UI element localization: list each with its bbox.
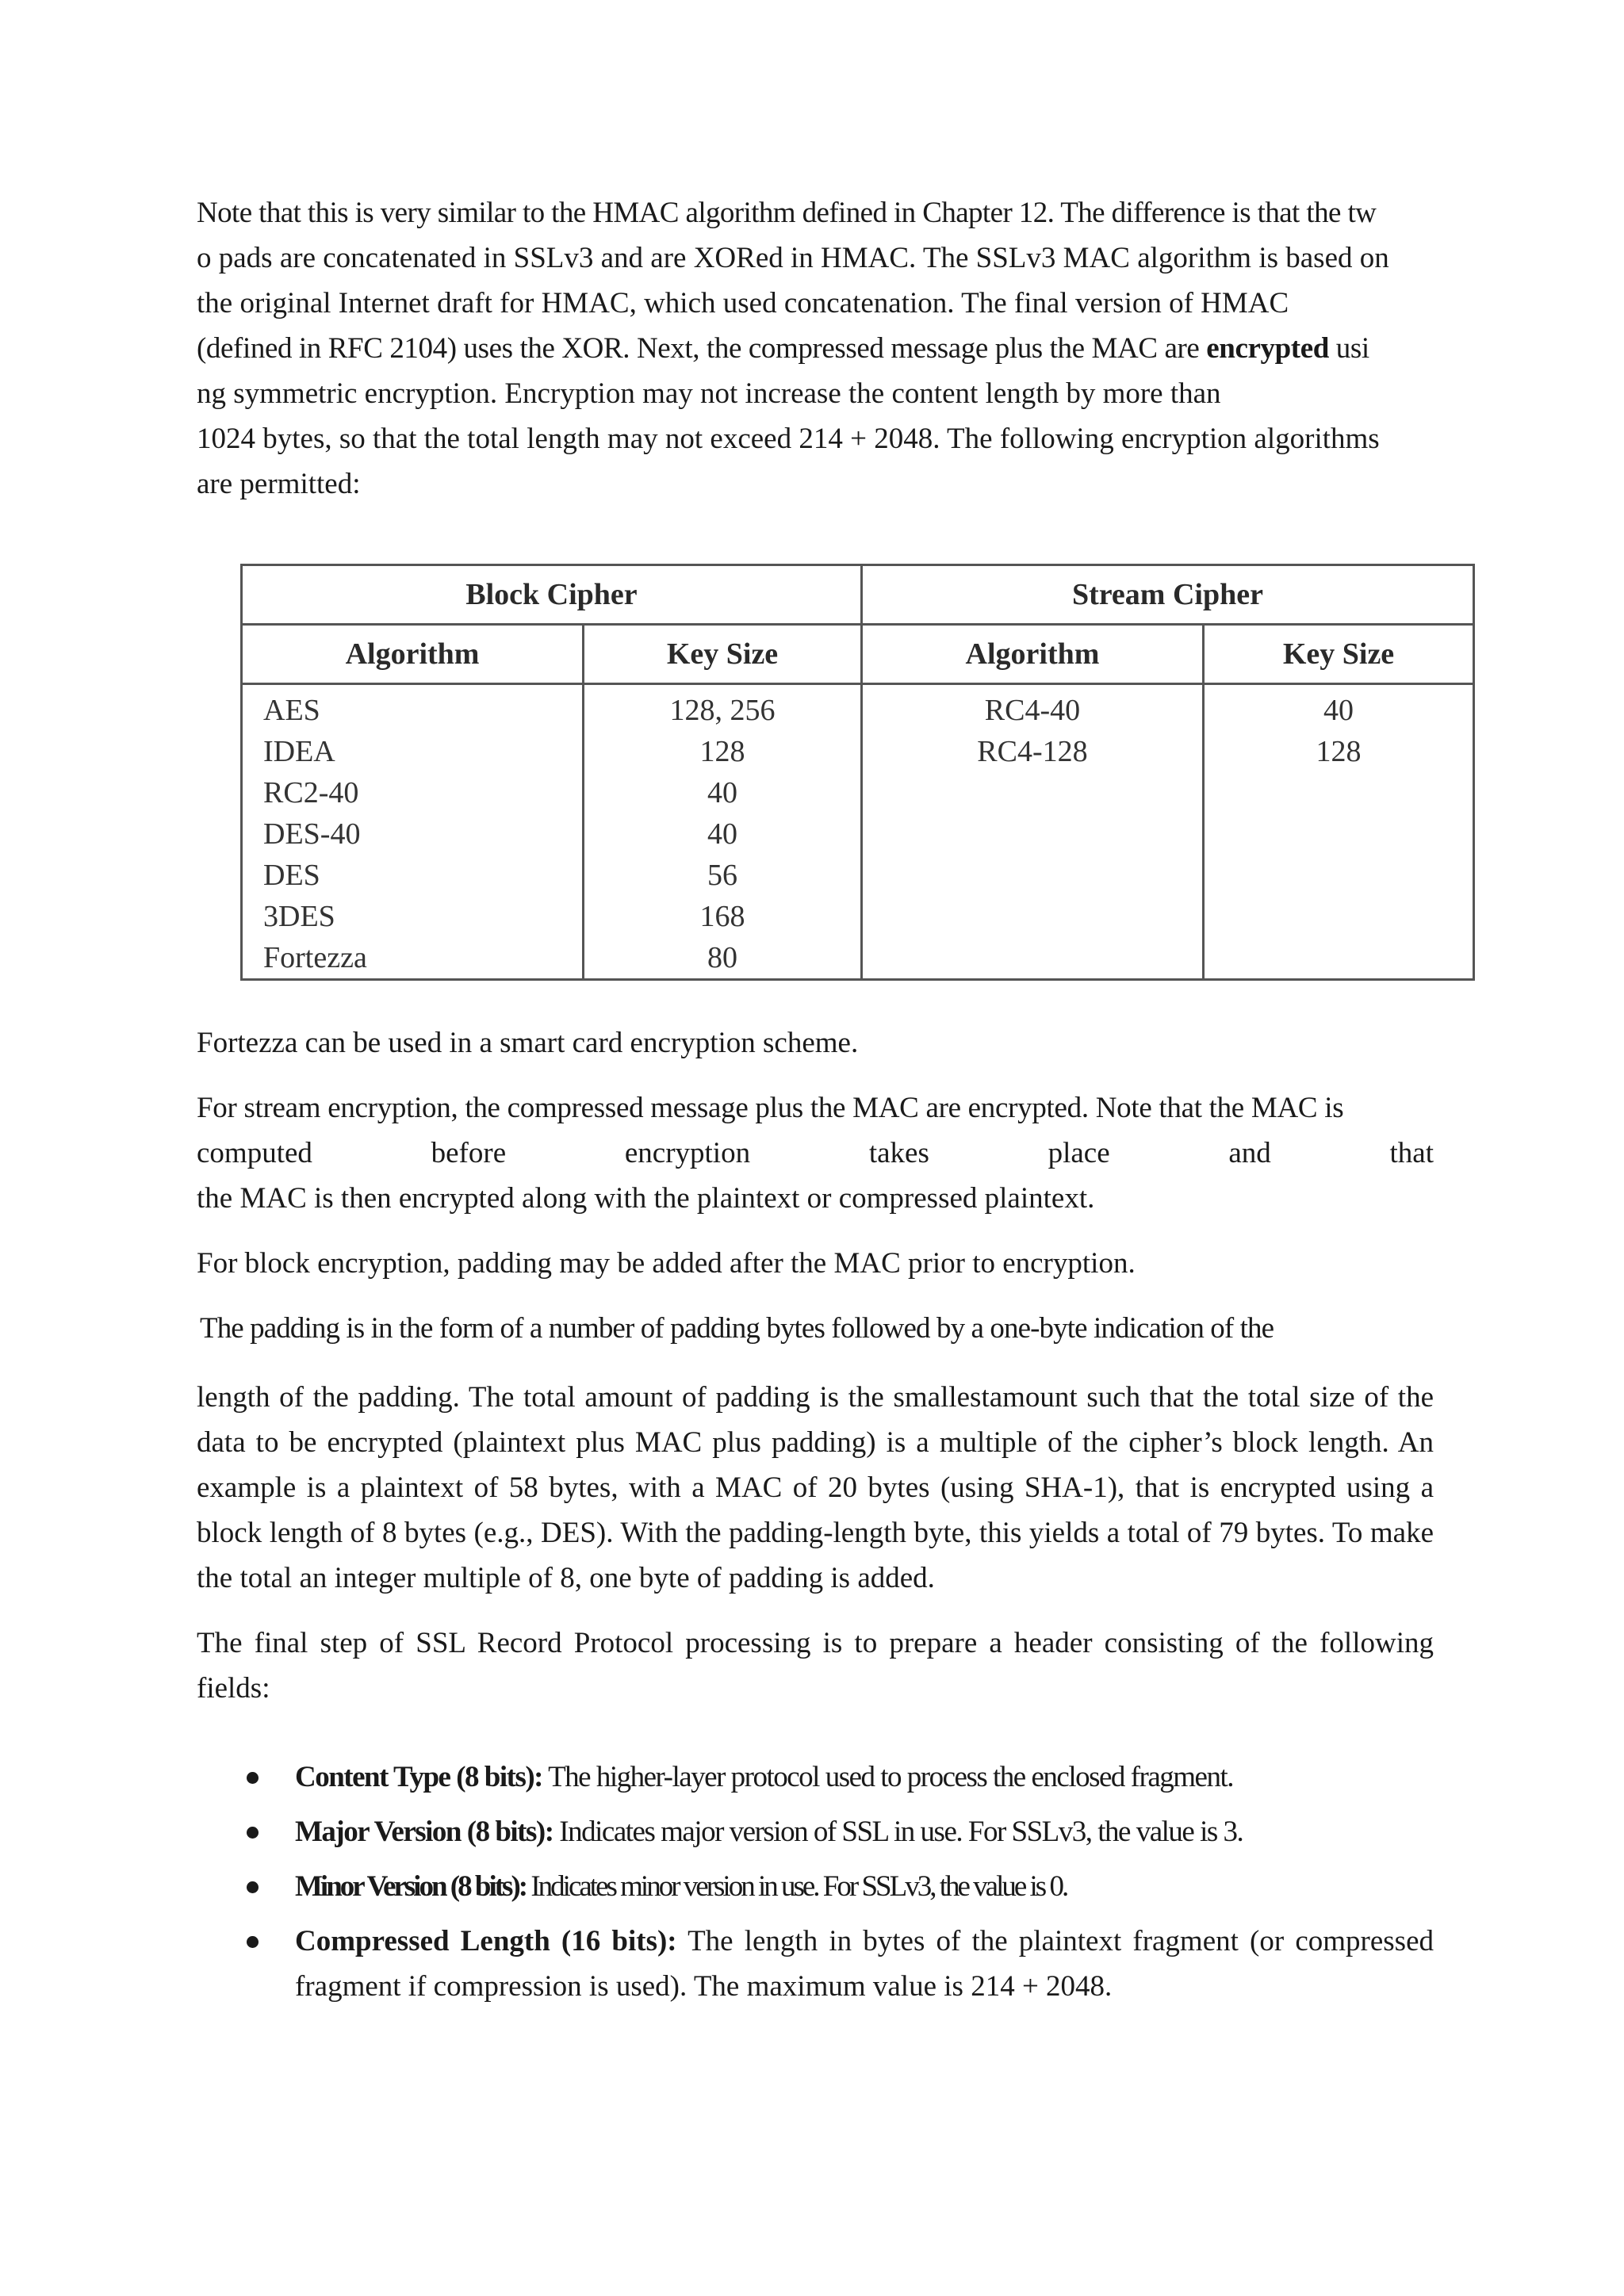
stream-algorithm-cell: RC4-128 xyxy=(861,731,1203,772)
block-key-size-cell: 128, 256 xyxy=(584,684,862,732)
intro-line-4-post: usi xyxy=(1328,332,1369,365)
intro-line-6: 1024 bytes, so that the total length may not exceed 214 + 2048. The following encryption algorithms xyxy=(197,423,1380,455)
stream-line-1: For stream encryption, the compressed message plus the MAC are encrypted. Note that the MAC is xyxy=(197,1092,1344,1124)
block-key-size-cell: 40 xyxy=(584,813,862,855)
field-text: The length in bytes of the plaintext fragment (or compressed fragment if compression is used). The maximum value is 214 + 2048. xyxy=(295,1925,1434,2003)
intro-line-2: o pads are concatenated in SSLv3 and are XORed in HMAC. The SSLv3 MAC algorithm is based on xyxy=(197,242,1389,274)
stream-algorithm-cell: RC4-40 xyxy=(861,684,1203,732)
stream-key-size-cell xyxy=(1204,813,1474,855)
stream-key-size-cell: 40 xyxy=(1204,684,1474,732)
stream-line-2: computed before encryption takes place and that xyxy=(197,1137,1434,1169)
list-item xyxy=(197,1919,1434,2009)
stream-key-size-cell xyxy=(1204,855,1474,896)
intro-line-4-pre: (defined in RFC 2104) uses the XOR. Next, the compressed message plus the MAC are xyxy=(197,332,1207,365)
list-item xyxy=(197,1864,1434,1909)
stream-algorithm-cell xyxy=(861,896,1203,937)
list-item xyxy=(197,1809,1434,1854)
stream-algorithm-cell xyxy=(861,772,1203,813)
cipher-table xyxy=(240,564,1475,981)
intro-line-1: Note that this is very similar to the HMAC algorithm defined in Chapter 12. The difference is that the tw xyxy=(197,197,1377,229)
stream-encryption-paragraph xyxy=(197,1085,1434,1221)
bullet-icon xyxy=(247,1881,259,1893)
stream-algorithm-header: Algorithm xyxy=(861,625,1203,684)
encryption-algorithms-table xyxy=(240,564,1475,981)
field-label: Compressed Length (16 bits): xyxy=(295,1925,677,1957)
column-header-row xyxy=(242,625,1474,684)
intro-line-3: the original Internet draft for HMAC, which used concatenation. The final version of HMAC xyxy=(197,287,1289,320)
stream-algorithm-cell xyxy=(861,855,1203,896)
block-key-size-cell: 128 xyxy=(584,731,862,772)
block-algorithm-header: Algorithm xyxy=(242,625,584,684)
stream-algorithm-cell xyxy=(861,937,1203,980)
bullet-icon xyxy=(247,1772,259,1784)
block-algorithm-cell: DES xyxy=(242,855,584,896)
final-step-paragraph: The final step of SSL Record Protocol processing is to prepare a header consisting of the following fields: xyxy=(197,1627,1434,1705)
block-key-size-cell: 168 xyxy=(584,896,862,937)
group-header-row xyxy=(242,565,1474,625)
field-text: Indicates major version of SSL in use. For SSLv3, the value is 3. xyxy=(553,1816,1243,1848)
field-label: Major Version (8 bits): xyxy=(295,1816,553,1848)
block-cipher-header: Block Cipher xyxy=(242,565,862,625)
field-text: Indicates minor version in use. For SSLv3, the value is 0. xyxy=(526,1870,1067,1903)
document-page xyxy=(197,190,1434,2019)
table-row xyxy=(242,896,1474,937)
field-label: Minor Version (8 bits): xyxy=(295,1870,527,1903)
intro-line-5: ng symmetric encryption. Encryption may not increase the content length by more than xyxy=(197,377,1221,410)
block-key-size-header: Key Size xyxy=(584,625,862,684)
block-algorithm-cell: DES-40 xyxy=(242,813,584,855)
block-algorithm-cell: AES xyxy=(242,684,584,732)
stream-key-size-cell xyxy=(1204,772,1474,813)
table-row xyxy=(242,937,1474,980)
block-algorithm-cell: IDEA xyxy=(242,731,584,772)
block-algorithm-cell: RC2-40 xyxy=(242,772,584,813)
header-fields-list xyxy=(197,1755,1434,2009)
table-row xyxy=(242,855,1474,896)
block-algorithm-cell: 3DES xyxy=(242,896,584,937)
block-algorithm-cell: Fortezza xyxy=(242,937,584,980)
block-key-size-cell: 80 xyxy=(584,937,862,980)
stream-algorithm-cell xyxy=(861,813,1203,855)
stream-key-size-header: Key Size xyxy=(1204,625,1474,684)
table-row xyxy=(242,731,1474,772)
intro-line-4 xyxy=(197,326,1434,371)
table-row xyxy=(242,772,1474,813)
field-text: The higher-layer protocol used to process the enclosed fragment. xyxy=(542,1761,1233,1793)
bullet-icon xyxy=(247,1827,259,1839)
stream-key-size-cell xyxy=(1204,937,1474,980)
body-text xyxy=(197,1020,1434,2009)
field-label: Content Type (8 bits): xyxy=(295,1761,542,1793)
stream-key-size-cell xyxy=(1204,896,1474,937)
block-key-size-cell: 56 xyxy=(584,855,862,896)
block-encryption-paragraph: For block encryption, padding may be added after the MAC prior to encryption. xyxy=(197,1247,1136,1280)
bullet-icon xyxy=(247,1936,259,1948)
list-item xyxy=(197,1755,1434,1800)
table-row xyxy=(242,684,1474,732)
intro-paragraph xyxy=(197,190,1434,507)
table-row xyxy=(242,813,1474,855)
block-key-size-cell: 40 xyxy=(584,772,862,813)
intro-line-7: are permitted: xyxy=(197,468,361,500)
stream-cipher-header: Stream Cipher xyxy=(861,565,1473,625)
stream-key-size-cell: 128 xyxy=(1204,731,1474,772)
stream-line-3: the MAC is then encrypted along with the plaintext or compressed plaintext. xyxy=(197,1182,1095,1215)
padding-line-1: The padding is in the form of a number of padding bytes followed by a one-byte indication of the xyxy=(200,1312,1274,1345)
intro-bold-encrypted: encrypted xyxy=(1206,332,1329,365)
fortezza-paragraph: Fortezza can be used in a smart card encryption scheme. xyxy=(197,1027,859,1059)
padding-paragraph: length of the padding. The total amount of padding is the smallestamount such that the total size of the data to be encrypted (plaintext plus MAC plus padding) is a multiple of the cipher’s block length. An example is a plaintext of 58 bytes, with a MAC of 20 bytes (using SHA-1), that is encrypted using a block length of 8 bytes (e.g., DES). With the padding-length byte, this yields a total of 79 bytes. To make the total an integer multiple of 8, one byte of padding is added. xyxy=(197,1381,1434,1594)
